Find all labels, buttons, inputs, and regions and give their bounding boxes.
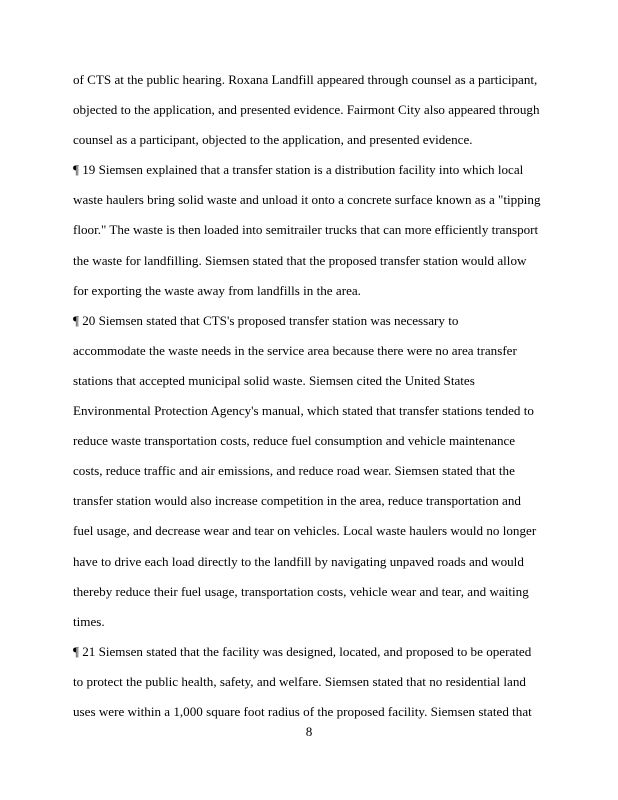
text-line: accommodate the waste needs in the service area because there were no area transfer [73, 342, 517, 358]
paragraph-19-start: ¶ 19 Siemsen explained that a transfer station is a distribution facility into which local [73, 162, 524, 178]
text-line: reduce waste transportation costs, reduce fuel consumption and vehicle maintenance [73, 433, 516, 449]
text-line: uses were within a 1,000 square foot radius of the proposed facility. Siemsen stated that [73, 703, 532, 719]
text-line: times. [73, 613, 105, 629]
text-line: Environmental Protection Agency's manual, which stated that transfer stations tended to [73, 403, 534, 419]
text-line: objected to the application, and presented evidence. Fairmont City also appeared through [73, 102, 540, 118]
paragraph-20-start: ¶ 20 Siemsen stated that CTS's proposed transfer station was necessary to [73, 312, 459, 328]
text-line: of CTS at the public hearing. Roxana Landfill appeared through counsel as a participant, [73, 72, 538, 87]
text-line: for exporting the waste away from landfills in the area. [73, 282, 361, 298]
text-line: fuel usage, and decrease wear and tear on vehicles. Local waste haulers would no longer [73, 523, 537, 539]
page-number: 8 [305, 724, 313, 739]
text-line: floor." The waste is then loaded into semitrailer trucks that can more efficiently transport [73, 222, 539, 238]
text-line: transfer station would also increase competition in the area, reduce transportation and [73, 493, 521, 509]
body-text [73, 70, 611, 732]
text-line: stations that accepted municipal solid waste. Siemsen cited the United States [73, 372, 475, 388]
text-line: thereby reduce their fuel usage, transportation costs, vehicle wear and tear, and waiting [73, 583, 529, 599]
paragraph-21-start: ¶ 21 Siemsen stated that the facility was designed, located, and proposed to be operated [73, 643, 532, 659]
text-line: the waste for landfilling. Siemsen stated that the proposed transfer station would allow [73, 252, 527, 268]
text-line: counsel as a participant, objected to the application, and presented evidence. [73, 132, 473, 148]
text-line: costs, reduce traffic and air emissions, and reduce road wear. Siemsen stated that the [73, 463, 515, 479]
text-line: waste haulers bring solid waste and unload it onto a concrete surface known as a "tipping [73, 192, 541, 208]
text-line: have to drive each load directly to the landfill by navigating unpaved roads and would [73, 553, 524, 569]
text-line: to protect the public health, safety, and welfare. Siemsen stated that no residential land [73, 673, 526, 689]
